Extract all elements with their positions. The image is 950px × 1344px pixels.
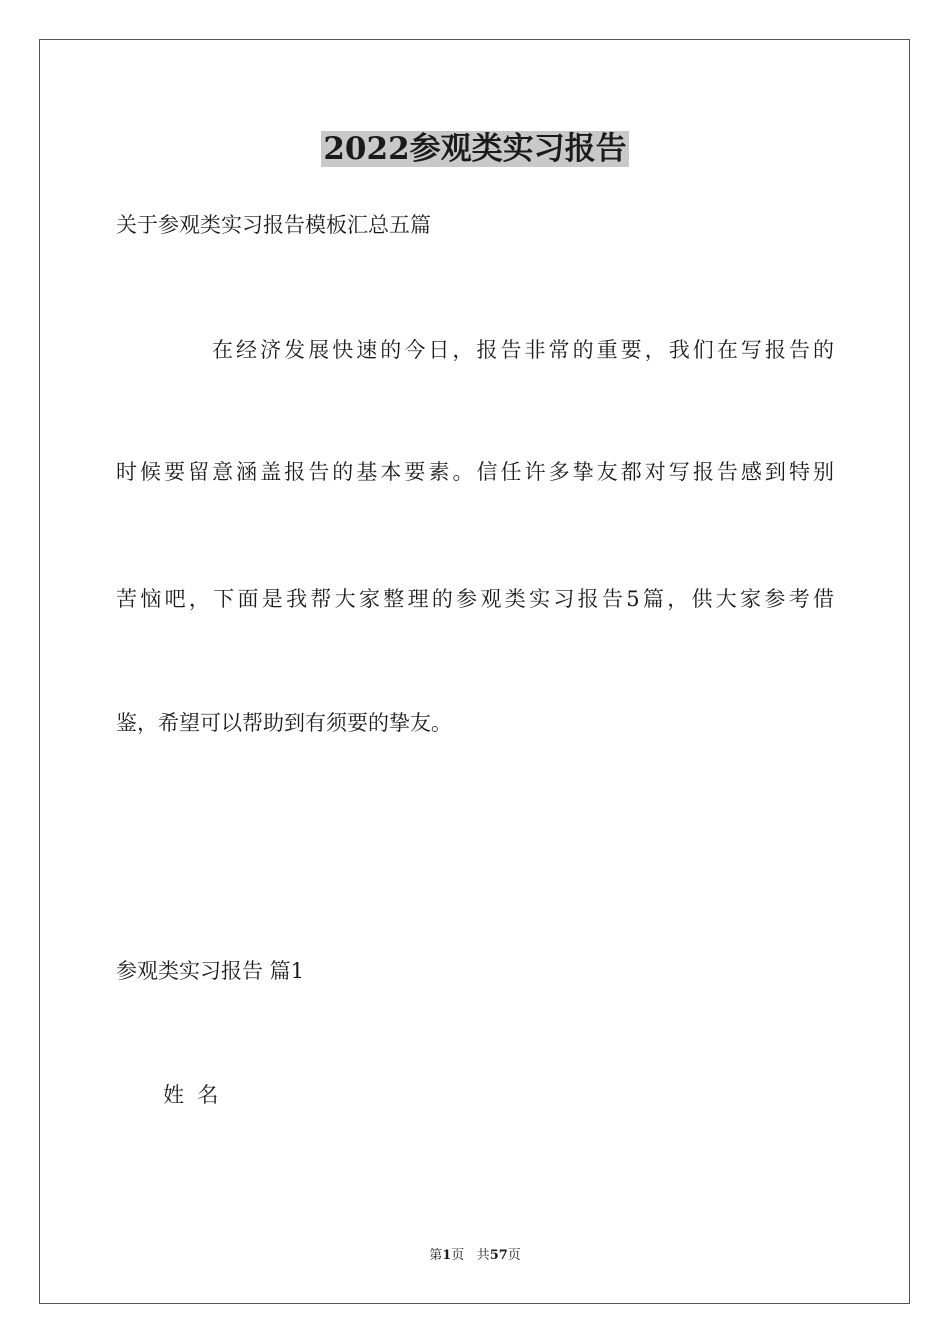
name-field-label: 姓 名 bbox=[163, 1083, 219, 1107]
intro-line-3: 苦恼吧，下面是我帮大家整理的参观类实习报告5篇，供大家参考借 bbox=[116, 587, 834, 611]
footer-total-suffix: 页 bbox=[507, 1248, 521, 1263]
footer-page-number: 1 bbox=[442, 1248, 452, 1263]
footer-total-pages: 57 bbox=[489, 1248, 508, 1263]
footer-page-prefix: 第 bbox=[429, 1248, 443, 1263]
document-title bbox=[0, 124, 950, 174]
intro-line-4: 鉴，希望可以帮助到有须要的挚友。 bbox=[116, 711, 452, 735]
footer-total-prefix: 共 bbox=[476, 1248, 490, 1263]
intro-line-1: 在经济发展快速的今日，报告非常的重要，我们在写报告的 bbox=[212, 338, 834, 362]
section-heading: 参观类实习报告 篇1 bbox=[116, 959, 305, 983]
document-subtitle: 关于参观类实习报告模板汇总五篇 bbox=[116, 213, 431, 237]
page-footer bbox=[0, 1247, 950, 1265]
intro-line-2: 时候要留意涵盖报告的基本要素。信任许多挚友都对写报告感到特别 bbox=[116, 460, 834, 484]
document-title-text: 2022参观类实习报告 bbox=[323, 131, 627, 167]
footer-page-suffix: 页 bbox=[451, 1248, 465, 1263]
